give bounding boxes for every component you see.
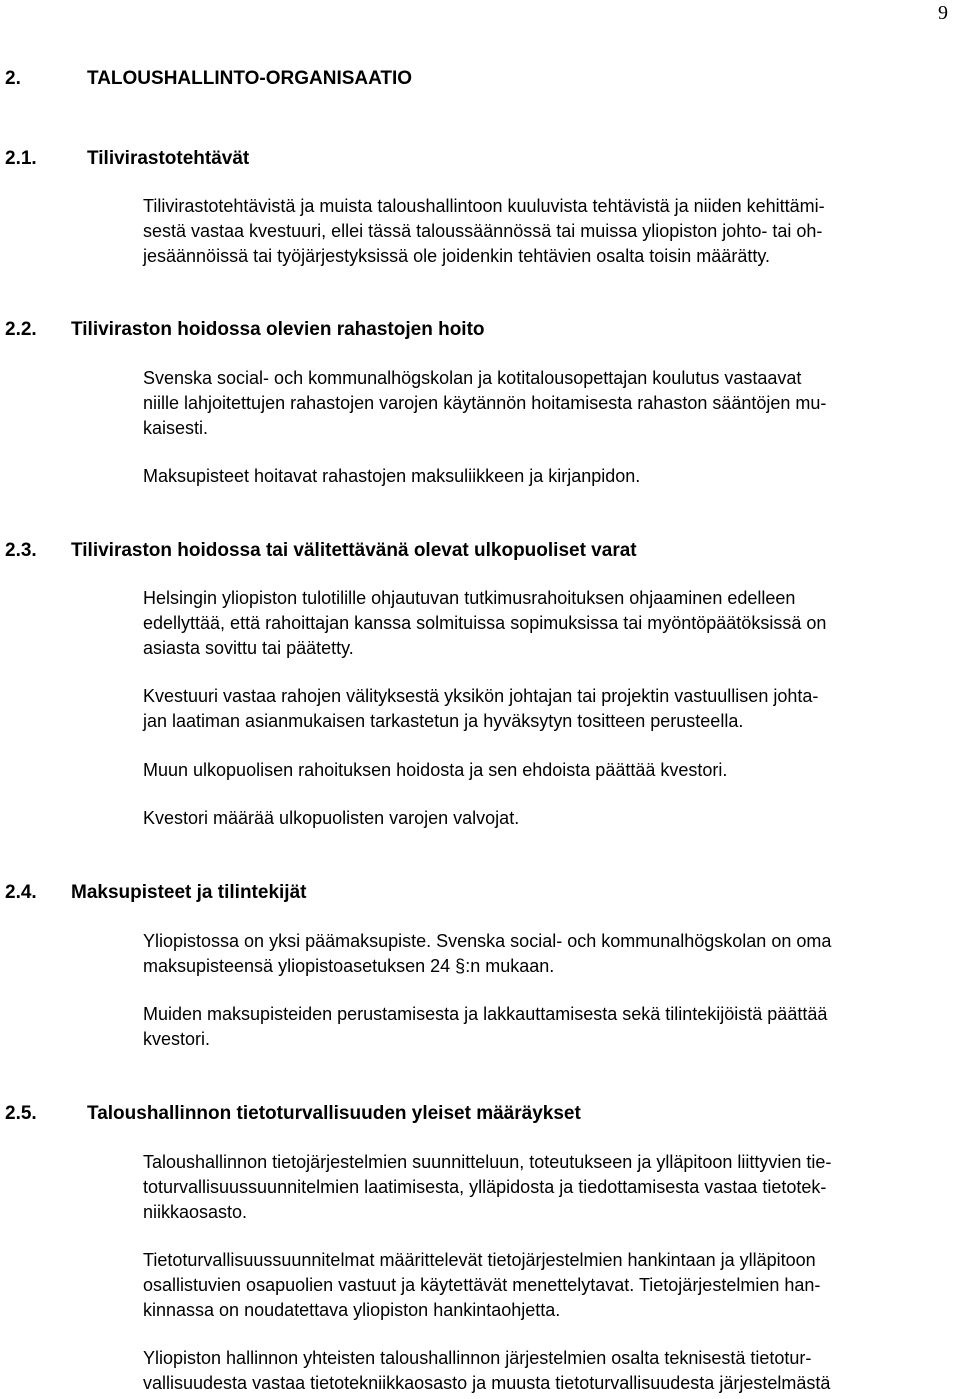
paragraph-line: Tilivirastotehtävistä ja muista taloushallintoon kuuluvista tehtävistä ja niiden kehittämi-	[143, 196, 825, 216]
paragraph-line: maksupisteensä yliopistoasetuksen 24 §:n mukaan.	[143, 956, 555, 976]
paragraph-line: jesäännöissä tai työjärjestyksissä ole joidenkin tehtävien osalta toisin määrätty.	[143, 246, 770, 266]
paragraph-line: Kvestori määrää ulkopuolisten varojen valvojat.	[143, 808, 520, 828]
section-heading-2-3	[5, 540, 637, 562]
section-heading-2-1	[5, 148, 249, 170]
paragraph-line: kinnassa on noudatettava yliopiston hankintaohjetta.	[143, 1300, 561, 1320]
paragraph-line: Kvestuuri vastaa rahojen välityksestä yksikön johtajan tai projektin vastuullisen johta-	[143, 686, 819, 706]
paragraph-line: Yliopistossa on yksi päämaksupiste. Svenska social- och kommunalhögskolan on oma	[143, 931, 832, 951]
section-number: 2.5.	[5, 1103, 37, 1124]
paragraph-line: vallisuudesta vastaa tietotekniikkaosasto ja muusta tietoturvallisuudesta järjestelmästä	[143, 1373, 831, 1393]
section-title: Maksupisteet ja tilintekijät	[71, 882, 307, 903]
paragraph-line: Helsingin yliopiston tulotilille ohjautuvan tutkimusrahoituksen ohjaaminen edelleen	[143, 588, 796, 608]
paragraph-line: niikkaosasto.	[143, 1202, 248, 1222]
chapter-heading	[5, 68, 412, 90]
paragraph-line: jan laatiman asianmukaisen tarkastetun ja hyväksytyn tositteen perusteella.	[143, 711, 744, 731]
section-heading-2-2	[5, 319, 485, 341]
chapter-number: 2.	[5, 68, 21, 89]
paragraph-line: osallistuvien osapuolien vastuut ja käytettävät menettelytavat. Tietojärjestelmien han-	[143, 1275, 821, 1295]
section-heading-2-5	[5, 1103, 581, 1125]
paragraph-line: Muun ulkopuolisen rahoituksen hoidosta ja sen ehdoista päättää kvestori.	[143, 760, 728, 780]
paragraph-line: Taloushallinnon tietojärjestelmien suunnitteluun, toteutukseen ja ylläpitoon liittyvien tie-	[143, 1152, 832, 1172]
section-title: Taloushallinnon tietoturvallisuuden yleiset määräykset	[87, 1103, 581, 1124]
section-number: 2.2.	[5, 319, 37, 340]
paragraph-line: sestä vastaa kvestuuri, ellei tässä taloussäännössä tai muissa yliopiston johto- tai oh-	[143, 221, 823, 241]
chapter-title: TALOUSHALLINTO-ORGANISAATIO	[87, 68, 413, 89]
paragraph-line: Yliopiston hallinnon yhteisten taloushallinnon järjestelmien osalta teknisestä tietotur-	[143, 1348, 812, 1368]
section-number: 2.4.	[5, 882, 37, 903]
section-number: 2.3.	[5, 540, 37, 561]
paragraph-line: niille lahjoitettujen rahastojen varojen käytännön hoitamisesta rahaston sääntöjen mu-	[143, 393, 827, 413]
paragraph-line: Maksupisteet hoitavat rahastojen maksuliikkeen ja kirjanpidon.	[143, 466, 641, 486]
paragraph-line: Svenska social- och kommunalhögskolan ja kotitalousopettajan koulutus vastaavat	[143, 368, 802, 388]
paragraph-line: Tietoturvallisuussuunnitelmat määrittelevät tietojärjestelmien hankintaan ja ylläpitoon	[143, 1250, 816, 1270]
paragraph-line: edellyttää, että rahoittajan kanssa solmituissa sopimuksissa tai myöntöpäätöksissä on	[143, 613, 827, 633]
section-heading-2-4	[5, 882, 306, 904]
section-title: Tiliviraston hoidossa tai välitettävänä olevat ulkopuoliset varat	[71, 540, 637, 561]
paragraph-line: kvestori.	[143, 1029, 211, 1049]
section-title: Tiliviraston hoidossa olevien rahastojen hoito	[71, 319, 485, 340]
paragraph-line: kaisesti.	[143, 418, 209, 438]
page-number: 9	[938, 2, 948, 24]
section-title: Tilivirastotehtävät	[87, 148, 250, 169]
paragraph-line: asiasta sovittu tai päätetty.	[143, 638, 354, 658]
section-number: 2.1.	[5, 148, 37, 169]
paragraph-line: Muiden maksupisteiden perustamisesta ja lakkauttamisesta sekä tilintekijöistä päättää	[143, 1004, 828, 1024]
paragraph-line: toturvallisuussuunnitelmien laatimisesta, ylläpidosta ja tiedottamisesta vastaa tietotek-	[143, 1177, 827, 1197]
